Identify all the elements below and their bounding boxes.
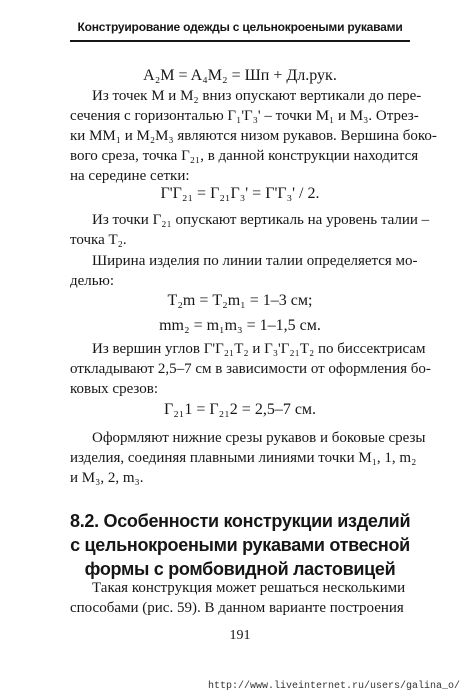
formula-sleeve-length: A₂M = A₄M₂ = Шп + Дл.рук. bbox=[143, 67, 337, 84]
section-heading-line: 8.2. Особенности конструкции изделий bbox=[70, 511, 411, 531]
text-line: Такая конструкция может решаться несколькими bbox=[92, 580, 406, 596]
text-line: Из вершин углов Г'Г₂₁Т₂ и Г₃'Г₂₁Т₂ по биссектрисам bbox=[92, 341, 426, 357]
text-line: на середине сетки: bbox=[70, 168, 190, 184]
formula-waist-mm2: mm₂ = m₁m₃ = 1–1,5 см. bbox=[159, 317, 321, 334]
text-line: и М₃, 2, m₃. bbox=[70, 470, 144, 486]
text-line: Оформляют нижние срезы рукавов и боковые срезы bbox=[92, 430, 426, 446]
formula-grid-middle: Г'Г₂₁ = Г₂₁Г₃' = Г'Г₃' / 2. bbox=[160, 185, 320, 202]
paragraph-waist-vertical bbox=[70, 210, 430, 250]
paragraph-sleeve-bottom bbox=[70, 86, 437, 186]
text-line: делью: bbox=[70, 273, 114, 289]
section-heading bbox=[70, 509, 410, 581]
text-line: ковых срезов: bbox=[70, 381, 159, 397]
section-heading-line: формы с ромбовидной ластовицей bbox=[84, 559, 396, 579]
paragraph-construction-methods bbox=[70, 578, 410, 618]
paragraph-bisectors bbox=[70, 339, 431, 399]
text-line: изделия, соединяя плавными линиями точки М₁, 1, m₂ bbox=[70, 450, 417, 466]
paragraph-waist-width bbox=[70, 251, 418, 291]
header-rule bbox=[70, 40, 410, 42]
section-heading-line: с цельнокроеными рукавами отвесной bbox=[70, 535, 410, 555]
text-line: сечения с горизонталью Г₁'Г₃' – точки М₁ и М₃. Отрез- bbox=[70, 108, 419, 124]
formula-waist-t2m: Т₂m = Т₂m₁ = 1–3 см; bbox=[167, 292, 313, 309]
paragraph-lower-edges bbox=[70, 428, 426, 488]
formula-bisector-length: Г₂₁1 = Г₂₁2 = 2,5–7 см. bbox=[163, 401, 317, 418]
text-line: ки ММ₁ и М₂М₃ являются низом рукавов. Вершина боко- bbox=[70, 128, 437, 144]
page-number: 191 bbox=[229, 628, 251, 643]
source-url-watermark: http://www.liveinternet.ru/users/galina_o/ bbox=[207, 681, 460, 692]
text-line: Ширина изделия по линии талии определяется мо- bbox=[92, 253, 418, 269]
running-head: Конструирование одежды с цельнокроеными рукавами bbox=[77, 20, 403, 34]
text-line: Из точек М и М₂ вниз опускают вертикали до пере- bbox=[92, 88, 422, 104]
text-line: способами (рис. 59). В данном варианте построения bbox=[70, 600, 404, 616]
text-line: откладывают 2,5–7 см в зависимости от оформления бо- bbox=[70, 361, 431, 377]
text-line: вого среза, точка Г₂₁, в данной конструкции находится bbox=[70, 148, 419, 164]
text-line: точка Т₂. bbox=[70, 232, 127, 248]
text-line: Из точки Г₂₁ опускают вертикаль на уровень талии – bbox=[92, 212, 430, 228]
